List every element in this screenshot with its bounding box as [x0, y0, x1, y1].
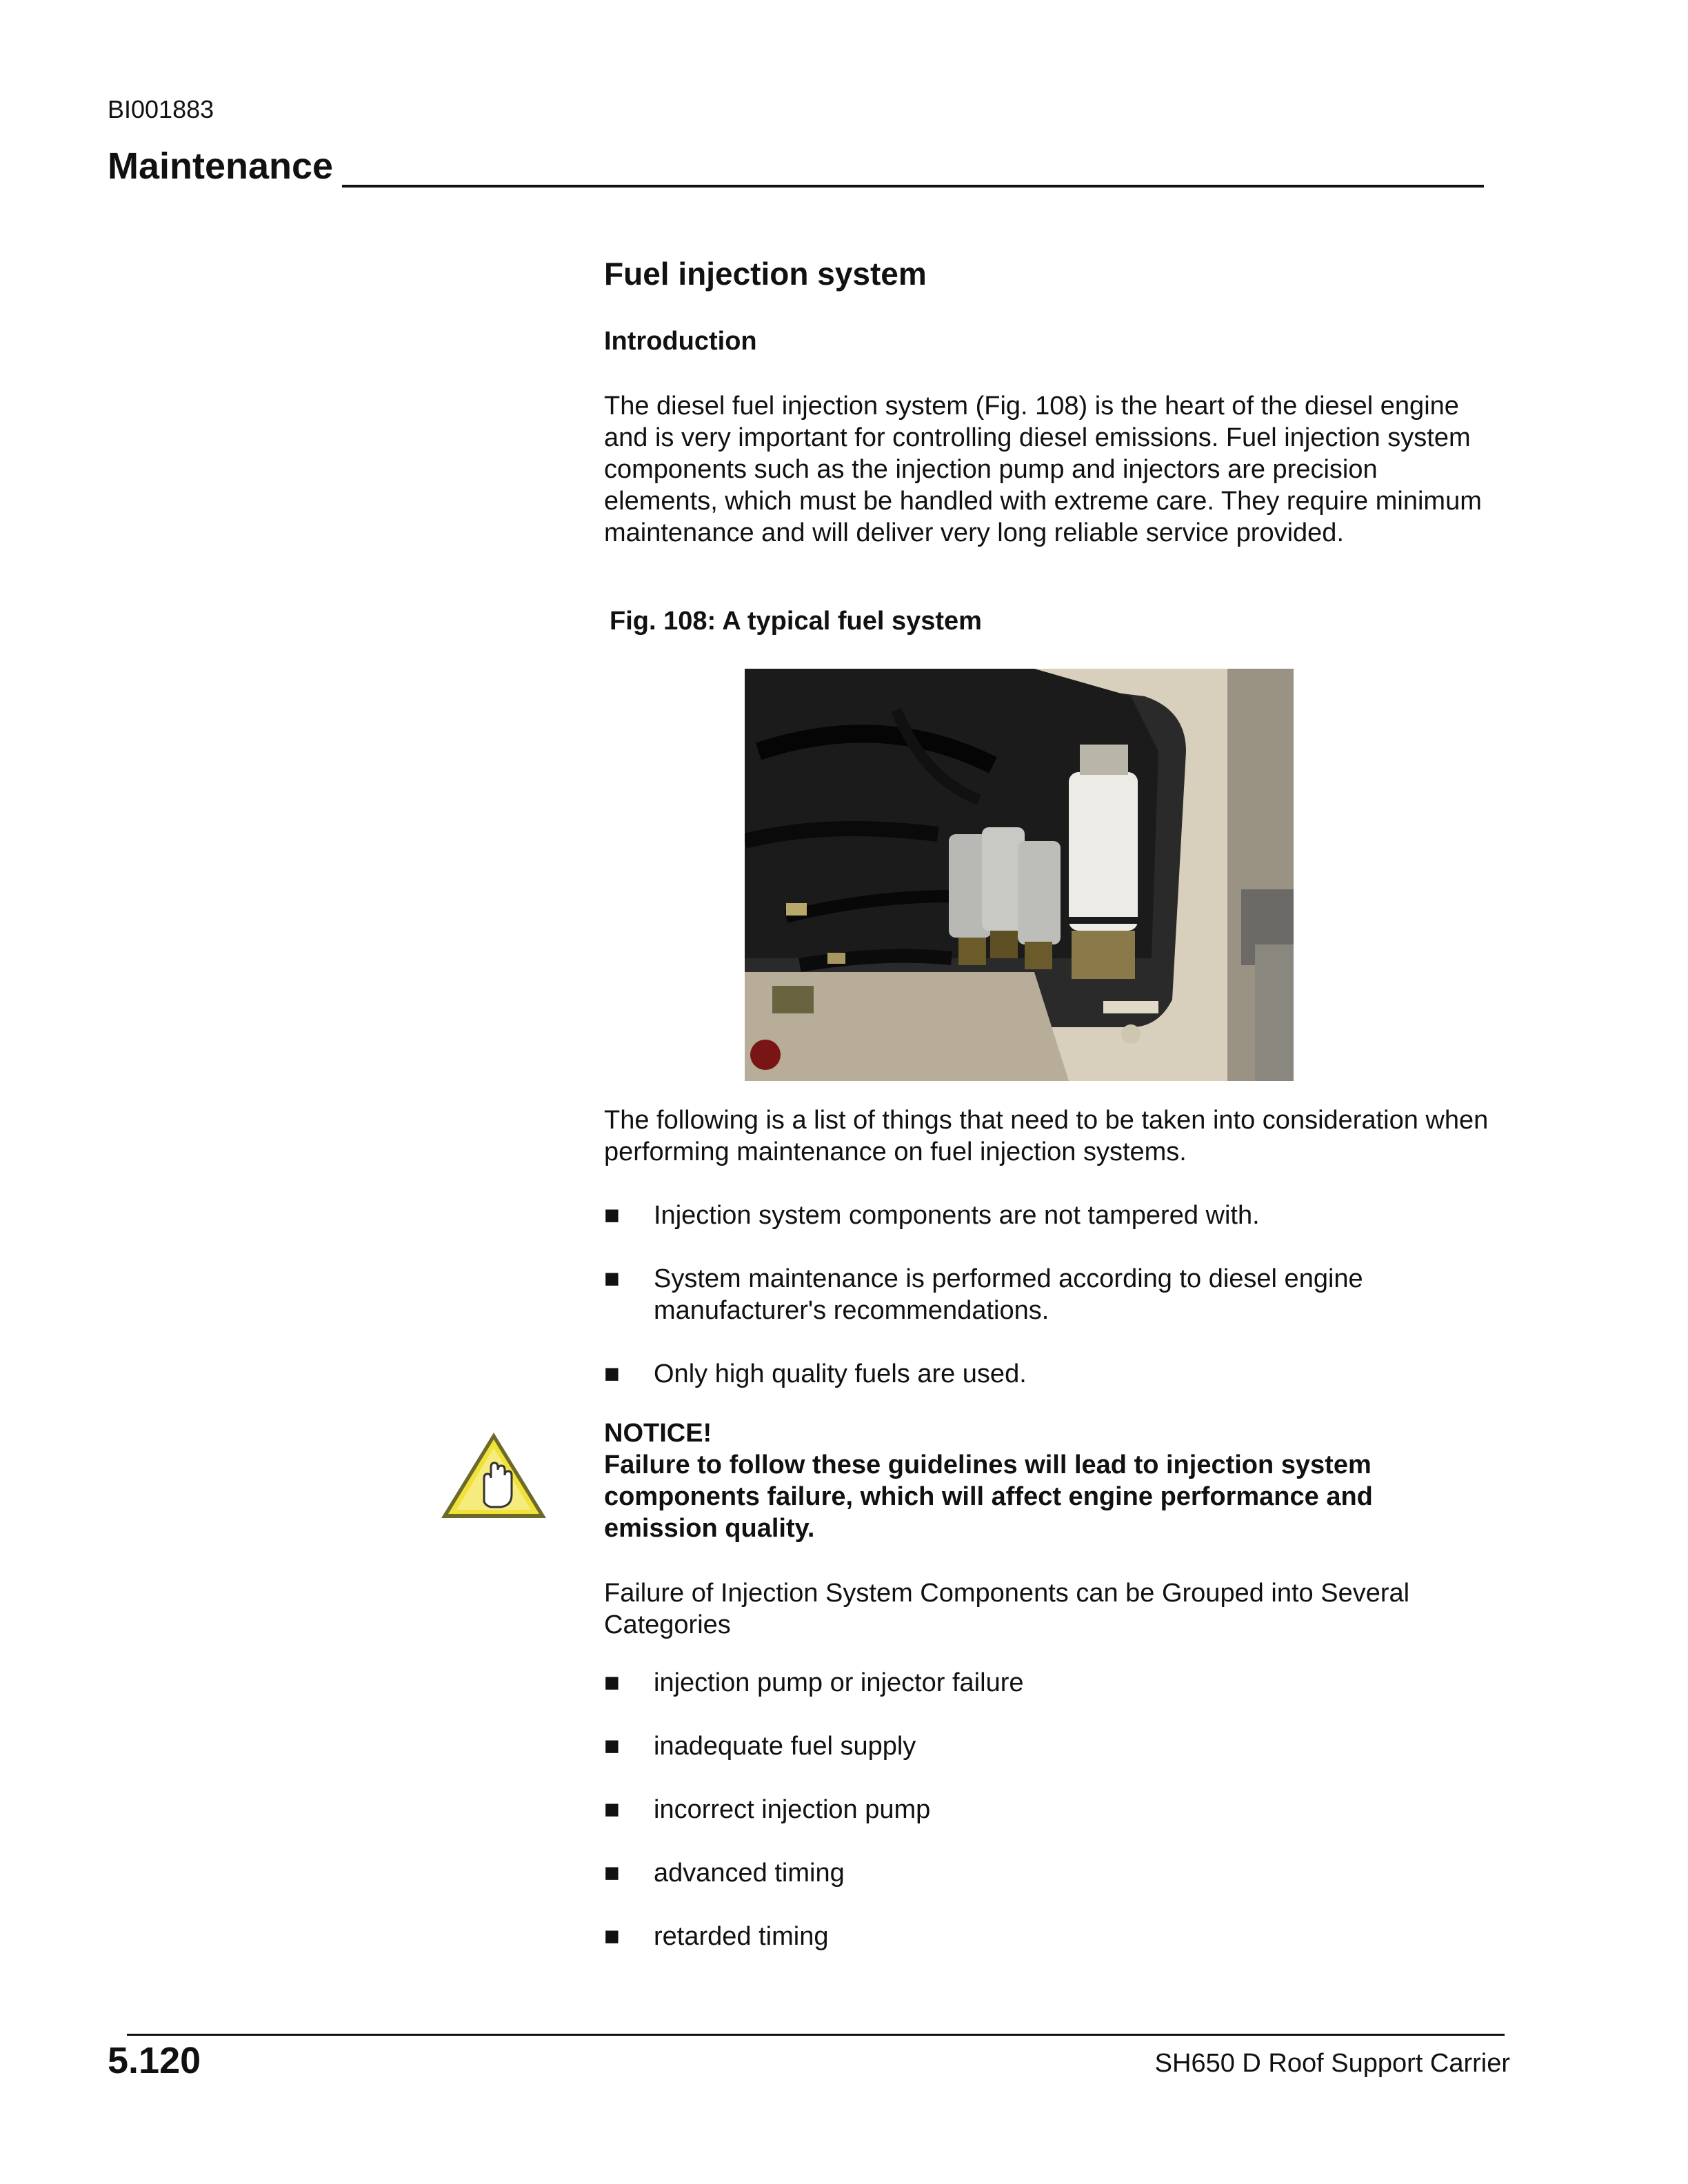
considerations-intro: The following is a list of things that need to be taken into consideration when performing maintenance on fuel injection systems. — [604, 1106, 1489, 1166]
bullet-icon: ■ — [604, 1732, 620, 1761]
bullet-icon: ■ — [604, 1859, 620, 1888]
notice-title: NOTICE! — [604, 1419, 712, 1448]
notice-text: Failure to follow these guidelines will lead to injection system components failure, which will affect engine performance and emission quality. — [604, 1450, 1373, 1543]
hand-warning-icon — [439, 1430, 549, 1522]
intro-paragraph: The diesel fuel injection system (Fig. 108) is the heart of the diesel engine and is very important for controlling diesel emissions. Fuel injection system components such as the injection pump and injectors are precision elements, which must be handled with extreme care. They require minimum maintenance and will deliver very long reliable service provided. — [604, 392, 1482, 547]
categories-intro: Failure of Injection System Components can be Grouped into Several Categories — [604, 1579, 1410, 1639]
bullet-icon: ■ — [604, 1359, 620, 1388]
footer-rule — [127, 2034, 1505, 2036]
section-header: Maintenance — [108, 145, 334, 187]
list-item-text: Injection system components are not tampered with. — [654, 1201, 1260, 1230]
subsection-title: Introduction — [604, 327, 757, 356]
bullet-icon: ■ — [604, 1795, 620, 1824]
bullet-icon: ■ — [604, 1922, 620, 1951]
page-title: Fuel injection system — [604, 256, 927, 292]
list-item-text: inadequate fuel supply — [654, 1732, 916, 1761]
fuel-system-photo — [745, 669, 1294, 1081]
list-item-text: Only high quality fuels are used. — [654, 1359, 1027, 1388]
section-header-rule — [342, 185, 1484, 188]
list-item-text: System maintenance is performed according to diesel engine manufacturer's recommendations. — [654, 1264, 1363, 1325]
list-item-text: retarded timing — [654, 1922, 829, 1951]
page-number: 5.120 — [108, 2040, 201, 2081]
list-item-text: incorrect injection pump — [654, 1795, 931, 1824]
list-item-text: advanced timing — [654, 1859, 845, 1888]
document-id: BI001883 — [108, 95, 214, 123]
bullet-icon: ■ — [604, 1668, 620, 1697]
notice-box — [604, 1417, 1494, 1544]
figure-caption: Fig. 108: A typical fuel system — [610, 607, 982, 636]
bullet-icon: ■ — [604, 1201, 620, 1230]
list-item-text: injection pump or injector failure — [654, 1668, 1024, 1697]
bullet-icon: ■ — [604, 1264, 620, 1293]
footer-document-title: SH650 D Roof Support Carrier — [1154, 2049, 1510, 2078]
